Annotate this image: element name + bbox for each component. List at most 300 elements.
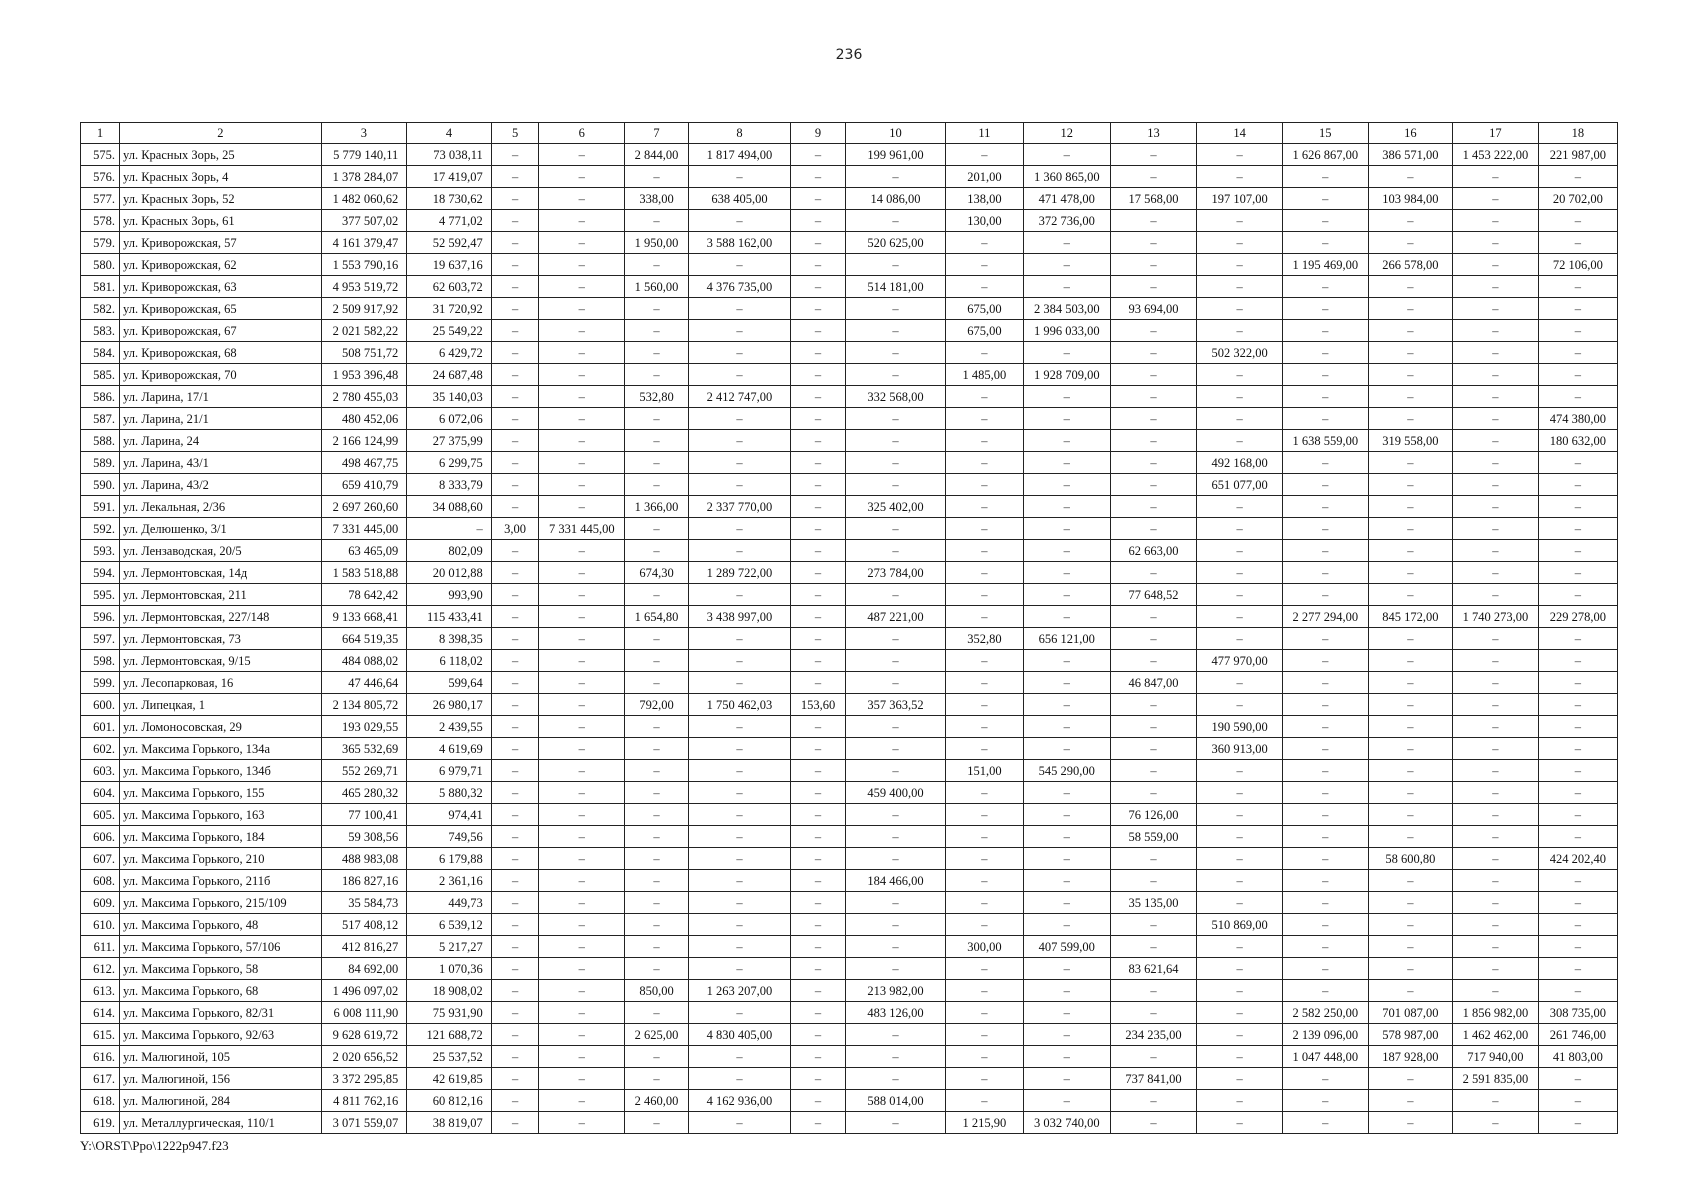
- table-cell-col-14: –: [1197, 694, 1283, 716]
- table-cell-col-16: –: [1368, 980, 1453, 1002]
- table-cell-col-13: –: [1110, 760, 1197, 782]
- table-cell-col-1: 616.: [81, 1046, 120, 1068]
- table-cell-col-1: 586.: [81, 386, 120, 408]
- table-cell-col-2: ул. Малюгиной, 105: [120, 1046, 322, 1068]
- table-cell-col-10: –: [846, 254, 946, 276]
- table-cell-col-9: –: [790, 1068, 845, 1090]
- table-cell-col-8: –: [689, 364, 791, 386]
- table-cell-col-7: –: [625, 430, 689, 452]
- table-cell-col-7: –: [625, 474, 689, 496]
- table-cell-col-3: 186 827,16: [321, 870, 407, 892]
- table-row: [81, 320, 1618, 342]
- table-cell-col-10: –: [846, 364, 946, 386]
- table-cell-col-15: –: [1282, 496, 1368, 518]
- table-cell-col-5: –: [491, 540, 539, 562]
- table-cell-col-7: –: [625, 628, 689, 650]
- table-cell-col-15: –: [1282, 892, 1368, 914]
- table-cell-col-12: –: [1023, 716, 1110, 738]
- table-cell-col-11: 300,00: [945, 936, 1023, 958]
- column-header-13: 13: [1110, 123, 1197, 144]
- table-cell-col-17: –: [1453, 672, 1539, 694]
- table-cell-col-11: –: [945, 738, 1023, 760]
- table-cell-col-10: –: [846, 716, 946, 738]
- table-cell-col-1: 576.: [81, 166, 120, 188]
- table-cell-col-13: –: [1110, 1002, 1197, 1024]
- table-cell-col-4: 25 537,52: [407, 1046, 492, 1068]
- table-cell-col-14: –: [1197, 760, 1283, 782]
- table-cell-col-17: –: [1453, 760, 1539, 782]
- table-row: [81, 1002, 1618, 1024]
- table-cell-col-15: –: [1282, 298, 1368, 320]
- table-cell-col-11: 675,00: [945, 298, 1023, 320]
- table-cell-col-9: –: [790, 672, 845, 694]
- table-row: [81, 760, 1618, 782]
- table-cell-col-9: –: [790, 936, 845, 958]
- table-row: [81, 848, 1618, 870]
- table-cell-col-2: ул. Ларина, 24: [120, 430, 322, 452]
- table-cell-col-9: –: [790, 826, 845, 848]
- table-cell-col-17: –: [1453, 430, 1539, 452]
- table-cell-col-10: –: [846, 540, 946, 562]
- table-cell-col-13: –: [1110, 342, 1197, 364]
- table-cell-col-6: –: [539, 870, 625, 892]
- table-cell-col-10: 514 181,00: [846, 276, 946, 298]
- table-cell-col-12: 1 360 865,00: [1023, 166, 1110, 188]
- table-cell-col-8: –: [689, 298, 791, 320]
- table-cell-col-8: –: [689, 1002, 791, 1024]
- table-cell-col-14: 510 869,00: [1197, 914, 1283, 936]
- column-header-12: 12: [1023, 123, 1110, 144]
- table-row: [81, 254, 1618, 276]
- table-cell-col-12: 407 599,00: [1023, 936, 1110, 958]
- table-cell-col-5: –: [491, 408, 539, 430]
- table-cell-col-4: 6 979,71: [407, 760, 492, 782]
- table-cell-col-9: –: [790, 760, 845, 782]
- table-cell-col-11: –: [945, 276, 1023, 298]
- table-cell-col-12: –: [1023, 254, 1110, 276]
- table-cell-col-6: –: [539, 980, 625, 1002]
- table-cell-col-9: –: [790, 210, 845, 232]
- table-cell-col-1: 581.: [81, 276, 120, 298]
- table-cell-col-15: –: [1282, 562, 1368, 584]
- table-cell-col-6: –: [539, 1068, 625, 1090]
- table-cell-col-7: 1 950,00: [625, 232, 689, 254]
- table-cell-col-11: –: [945, 958, 1023, 980]
- table-cell-col-3: 2 509 917,92: [321, 298, 407, 320]
- table-cell-col-8: 1 817 494,00: [689, 144, 791, 166]
- table-cell-col-18: –: [1538, 628, 1617, 650]
- table-cell-col-14: –: [1197, 1002, 1283, 1024]
- table-cell-col-9: –: [790, 452, 845, 474]
- table-cell-col-11: –: [945, 980, 1023, 1002]
- table-cell-col-17: –: [1453, 320, 1539, 342]
- table-row: [81, 584, 1618, 606]
- table-cell-col-6: –: [539, 540, 625, 562]
- table-cell-col-7: –: [625, 166, 689, 188]
- table-cell-col-14: –: [1197, 210, 1283, 232]
- table-row: [81, 716, 1618, 738]
- table-cell-col-12: –: [1023, 342, 1110, 364]
- table-cell-col-9: –: [790, 320, 845, 342]
- table-cell-col-18: –: [1538, 1068, 1617, 1090]
- table-cell-col-15: –: [1282, 1068, 1368, 1090]
- table-cell-col-5: –: [491, 232, 539, 254]
- table-cell-col-2: ул. Красных Зорь, 25: [120, 144, 322, 166]
- table-cell-col-5: –: [491, 342, 539, 364]
- table-cell-col-10: 357 363,52: [846, 694, 946, 716]
- table-cell-col-1: 611.: [81, 936, 120, 958]
- table-cell-col-7: 532,80: [625, 386, 689, 408]
- table-cell-col-18: –: [1538, 738, 1617, 760]
- table-cell-col-7: –: [625, 870, 689, 892]
- table-cell-col-17: –: [1453, 496, 1539, 518]
- table-cell-col-3: 659 410,79: [321, 474, 407, 496]
- table-cell-col-17: –: [1453, 408, 1539, 430]
- table-row: [81, 650, 1618, 672]
- table-cell-col-4: 26 980,17: [407, 694, 492, 716]
- table-cell-col-16: –: [1368, 342, 1453, 364]
- table-cell-col-4: 1 070,36: [407, 958, 492, 980]
- table-cell-col-16: 319 558,00: [1368, 430, 1453, 452]
- table-cell-col-17: –: [1453, 848, 1539, 870]
- table-cell-col-9: –: [790, 496, 845, 518]
- table-cell-col-2: ул. Лекальная, 2/36: [120, 496, 322, 518]
- table-cell-col-5: –: [491, 1024, 539, 1046]
- table-cell-col-11: 352,80: [945, 628, 1023, 650]
- table-cell-col-17: –: [1453, 958, 1539, 980]
- table-cell-col-8: –: [689, 914, 791, 936]
- table-cell-col-10: –: [846, 738, 946, 760]
- table-cell-col-1: 617.: [81, 1068, 120, 1090]
- table-cell-col-5: –: [491, 606, 539, 628]
- table-cell-col-2: ул. Лермонтовская, 14д: [120, 562, 322, 584]
- table-cell-col-5: –: [491, 958, 539, 980]
- table-cell-col-14: –: [1197, 628, 1283, 650]
- table-cell-col-5: –: [491, 826, 539, 848]
- table-cell-col-8: –: [689, 870, 791, 892]
- table-cell-col-1: 602.: [81, 738, 120, 760]
- table-cell-col-2: ул. Максима Горького, 92/63: [120, 1024, 322, 1046]
- table-cell-col-11: –: [945, 562, 1023, 584]
- table-cell-col-10: –: [846, 1024, 946, 1046]
- table-row: [81, 958, 1618, 980]
- table-cell-col-2: ул. Максима Горького, 57/106: [120, 936, 322, 958]
- table-cell-col-7: 2 625,00: [625, 1024, 689, 1046]
- table-header-row: [81, 123, 1618, 144]
- table-cell-col-14: –: [1197, 936, 1283, 958]
- table-row: [81, 1024, 1618, 1046]
- table-cell-col-1: 583.: [81, 320, 120, 342]
- table-cell-col-14: –: [1197, 782, 1283, 804]
- table-cell-col-16: –: [1368, 540, 1453, 562]
- column-header-9: 9: [790, 123, 845, 144]
- table-cell-col-12: –: [1023, 672, 1110, 694]
- table-cell-col-16: –: [1368, 870, 1453, 892]
- table-cell-col-6: –: [539, 716, 625, 738]
- table-cell-col-15: –: [1282, 452, 1368, 474]
- table-row: [81, 188, 1618, 210]
- table-cell-col-12: 3 032 740,00: [1023, 1112, 1110, 1134]
- table-cell-col-10: –: [846, 166, 946, 188]
- table-cell-col-14: 477 970,00: [1197, 650, 1283, 672]
- table-cell-col-15: 2 582 250,00: [1282, 1002, 1368, 1024]
- table-cell-col-5: –: [491, 562, 539, 584]
- table-cell-col-8: –: [689, 1068, 791, 1090]
- table-cell-col-8: –: [689, 540, 791, 562]
- table-cell-col-18: 424 202,40: [1538, 848, 1617, 870]
- table-cell-col-15: –: [1282, 870, 1368, 892]
- table-row: [81, 496, 1618, 518]
- table-cell-col-17: –: [1453, 650, 1539, 672]
- table-cell-col-4: 62 603,72: [407, 276, 492, 298]
- table-cell-col-9: –: [790, 716, 845, 738]
- table-cell-col-1: 593.: [81, 540, 120, 562]
- table-cell-col-14: –: [1197, 892, 1283, 914]
- table-cell-col-7: –: [625, 298, 689, 320]
- table-cell-col-12: 1 928 709,00: [1023, 364, 1110, 386]
- table-cell-col-10: –: [846, 804, 946, 826]
- table-cell-col-5: –: [491, 936, 539, 958]
- table-cell-col-17: –: [1453, 870, 1539, 892]
- table-cell-col-1: 612.: [81, 958, 120, 980]
- data-table: [80, 122, 1618, 1134]
- table-row: [81, 606, 1618, 628]
- table-cell-col-7: –: [625, 518, 689, 540]
- table-cell-col-6: –: [539, 474, 625, 496]
- table-cell-col-2: ул. Ломоносовская, 29: [120, 716, 322, 738]
- table-cell-col-10: 273 784,00: [846, 562, 946, 584]
- table-cell-col-13: –: [1110, 408, 1197, 430]
- table-cell-col-15: –: [1282, 232, 1368, 254]
- table-cell-col-8: –: [689, 628, 791, 650]
- table-cell-col-5: –: [491, 848, 539, 870]
- table-cell-col-6: –: [539, 826, 625, 848]
- table-cell-col-16: –: [1368, 716, 1453, 738]
- table-cell-col-11: –: [945, 474, 1023, 496]
- table-cell-col-2: ул. Максима Горького, 211б: [120, 870, 322, 892]
- table-cell-col-15: –: [1282, 474, 1368, 496]
- table-cell-col-17: –: [1453, 826, 1539, 848]
- table-cell-col-12: –: [1023, 1002, 1110, 1024]
- table-cell-col-2: ул. Ларина, 43/1: [120, 452, 322, 474]
- table-cell-col-13: –: [1110, 848, 1197, 870]
- table-cell-col-7: –: [625, 892, 689, 914]
- table-row: [81, 364, 1618, 386]
- table-cell-col-1: 599.: [81, 672, 120, 694]
- table-cell-col-14: –: [1197, 518, 1283, 540]
- table-cell-col-6: –: [539, 628, 625, 650]
- table-cell-col-11: –: [945, 540, 1023, 562]
- table-cell-col-17: –: [1453, 628, 1539, 650]
- table-cell-col-11: 138,00: [945, 188, 1023, 210]
- table-cell-col-5: –: [491, 1112, 539, 1134]
- table-cell-col-3: 2 021 582,22: [321, 320, 407, 342]
- table-cell-col-10: –: [846, 1112, 946, 1134]
- table-cell-col-17: –: [1453, 936, 1539, 958]
- table-cell-col-10: 184 466,00: [846, 870, 946, 892]
- table-cell-col-1: 608.: [81, 870, 120, 892]
- table-cell-col-6: –: [539, 958, 625, 980]
- table-cell-col-18: 41 803,00: [1538, 1046, 1617, 1068]
- table-cell-col-6: –: [539, 364, 625, 386]
- table-cell-col-3: 2 166 124,99: [321, 430, 407, 452]
- table-cell-col-17: –: [1453, 386, 1539, 408]
- table-cell-col-18: 229 278,00: [1538, 606, 1617, 628]
- table-cell-col-8: –: [689, 892, 791, 914]
- table-cell-col-11: –: [945, 254, 1023, 276]
- table-cell-col-4: 24 687,48: [407, 364, 492, 386]
- table-cell-col-17: –: [1453, 364, 1539, 386]
- table-cell-col-1: 595.: [81, 584, 120, 606]
- table-cell-col-14: –: [1197, 364, 1283, 386]
- table-cell-col-14: –: [1197, 276, 1283, 298]
- table-cell-col-17: –: [1453, 342, 1539, 364]
- table-cell-col-3: 9 628 619,72: [321, 1024, 407, 1046]
- table-cell-col-7: –: [625, 408, 689, 430]
- table-cell-col-16: –: [1368, 210, 1453, 232]
- table-cell-col-10: –: [846, 518, 946, 540]
- table-cell-col-8: 4 830 405,00: [689, 1024, 791, 1046]
- table-cell-col-6: –: [539, 760, 625, 782]
- column-header-2: 2: [120, 123, 322, 144]
- column-header-7: 7: [625, 123, 689, 144]
- table-cell-col-11: –: [945, 1046, 1023, 1068]
- table-cell-col-16: –: [1368, 628, 1453, 650]
- table-cell-col-12: –: [1023, 1046, 1110, 1068]
- table-cell-col-8: 4 376 735,00: [689, 276, 791, 298]
- column-header-15: 15: [1282, 123, 1368, 144]
- table-cell-col-15: –: [1282, 408, 1368, 430]
- table-cell-col-11: –: [945, 826, 1023, 848]
- table-cell-col-1: 615.: [81, 1024, 120, 1046]
- table-cell-col-7: –: [625, 342, 689, 364]
- table-cell-col-11: –: [945, 1024, 1023, 1046]
- table-cell-col-13: –: [1110, 628, 1197, 650]
- table-cell-col-10: –: [846, 342, 946, 364]
- table-cell-col-5: –: [491, 210, 539, 232]
- table-cell-col-10: 520 625,00: [846, 232, 946, 254]
- table-cell-col-16: –: [1368, 1112, 1453, 1134]
- table-cell-col-5: –: [491, 474, 539, 496]
- table-cell-col-2: ул. Малюгиной, 284: [120, 1090, 322, 1112]
- table-cell-col-12: –: [1023, 980, 1110, 1002]
- table-cell-col-14: 190 590,00: [1197, 716, 1283, 738]
- table-cell-col-15: –: [1282, 1112, 1368, 1134]
- table-cell-col-10: –: [846, 1068, 946, 1090]
- table-row: [81, 1090, 1618, 1112]
- table-cell-col-4: 4 619,69: [407, 738, 492, 760]
- table-cell-col-1: 594.: [81, 562, 120, 584]
- table-cell-col-12: –: [1023, 452, 1110, 474]
- table-cell-col-17: –: [1453, 694, 1539, 716]
- table-cell-col-5: –: [491, 386, 539, 408]
- table-cell-col-6: –: [539, 496, 625, 518]
- table-cell-col-1: 605.: [81, 804, 120, 826]
- table-cell-col-6: –: [539, 914, 625, 936]
- table-cell-col-17: –: [1453, 232, 1539, 254]
- column-header-18: 18: [1538, 123, 1617, 144]
- table-row: [81, 408, 1618, 430]
- table-cell-col-8: –: [689, 958, 791, 980]
- table-cell-col-10: 483 126,00: [846, 1002, 946, 1024]
- table-cell-col-7: –: [625, 1046, 689, 1068]
- table-cell-col-6: –: [539, 650, 625, 672]
- table-cell-col-16: –: [1368, 298, 1453, 320]
- table-cell-col-18: –: [1538, 320, 1617, 342]
- table-cell-col-3: 5 779 140,11: [321, 144, 407, 166]
- table-cell-col-11: 151,00: [945, 760, 1023, 782]
- table-cell-col-10: –: [846, 210, 946, 232]
- table-cell-col-11: –: [945, 342, 1023, 364]
- table-cell-col-9: –: [790, 606, 845, 628]
- table-cell-col-2: ул. Криворожская, 57: [120, 232, 322, 254]
- table-cell-col-18: –: [1538, 276, 1617, 298]
- table-cell-col-18: 308 735,00: [1538, 1002, 1617, 1024]
- table-cell-col-8: –: [689, 518, 791, 540]
- table-cell-col-7: –: [625, 782, 689, 804]
- table-cell-col-5: –: [491, 1068, 539, 1090]
- table-cell-col-9: –: [790, 540, 845, 562]
- table-cell-col-3: 3 372 295,85: [321, 1068, 407, 1090]
- table-cell-col-5: –: [491, 782, 539, 804]
- table-cell-col-7: 1 366,00: [625, 496, 689, 518]
- table-cell-col-11: –: [945, 430, 1023, 452]
- table-cell-col-17: 1 856 982,00: [1453, 1002, 1539, 1024]
- table-cell-col-11: –: [945, 232, 1023, 254]
- table-cell-col-3: 7 331 445,00: [321, 518, 407, 540]
- table-cell-col-11: –: [945, 584, 1023, 606]
- column-header-3: 3: [321, 123, 407, 144]
- table-cell-col-4: 42 619,85: [407, 1068, 492, 1090]
- table-cell-col-8: –: [689, 804, 791, 826]
- table-cell-col-9: –: [790, 474, 845, 496]
- table-cell-col-11: –: [945, 452, 1023, 474]
- table-cell-col-12: –: [1023, 562, 1110, 584]
- table-cell-col-18: 180 632,00: [1538, 430, 1617, 452]
- table-cell-col-3: 480 452,06: [321, 408, 407, 430]
- table-cell-col-13: 77 648,52: [1110, 584, 1197, 606]
- table-cell-col-12: –: [1023, 870, 1110, 892]
- table-cell-col-17: 1 740 273,00: [1453, 606, 1539, 628]
- table-cell-col-1: 610.: [81, 914, 120, 936]
- table-cell-col-10: –: [846, 760, 946, 782]
- table-cell-col-14: –: [1197, 848, 1283, 870]
- table-cell-col-12: –: [1023, 474, 1110, 496]
- table-row: [81, 694, 1618, 716]
- table-cell-col-4: 35 140,03: [407, 386, 492, 408]
- table-cell-col-4: 802,09: [407, 540, 492, 562]
- table-cell-col-16: –: [1368, 320, 1453, 342]
- table-cell-col-5: –: [491, 430, 539, 452]
- table-cell-col-3: 1 583 518,88: [321, 562, 407, 584]
- table-cell-col-16: –: [1368, 936, 1453, 958]
- table-cell-col-14: –: [1197, 804, 1283, 826]
- table-cell-col-17: –: [1453, 782, 1539, 804]
- table-cell-col-6: –: [539, 386, 625, 408]
- table-cell-col-9: –: [790, 518, 845, 540]
- table-row: [81, 166, 1618, 188]
- table-cell-col-9: –: [790, 958, 845, 980]
- table-cell-col-18: –: [1538, 760, 1617, 782]
- table-cell-col-17: –: [1453, 166, 1539, 188]
- table-cell-col-2: ул. Максима Горького, 163: [120, 804, 322, 826]
- table-cell-col-5: –: [491, 804, 539, 826]
- table-cell-col-10: 14 086,00: [846, 188, 946, 210]
- table-cell-col-9: –: [790, 980, 845, 1002]
- table-cell-col-11: –: [945, 892, 1023, 914]
- table-cell-col-3: 2 697 260,60: [321, 496, 407, 518]
- table-cell-col-18: –: [1538, 518, 1617, 540]
